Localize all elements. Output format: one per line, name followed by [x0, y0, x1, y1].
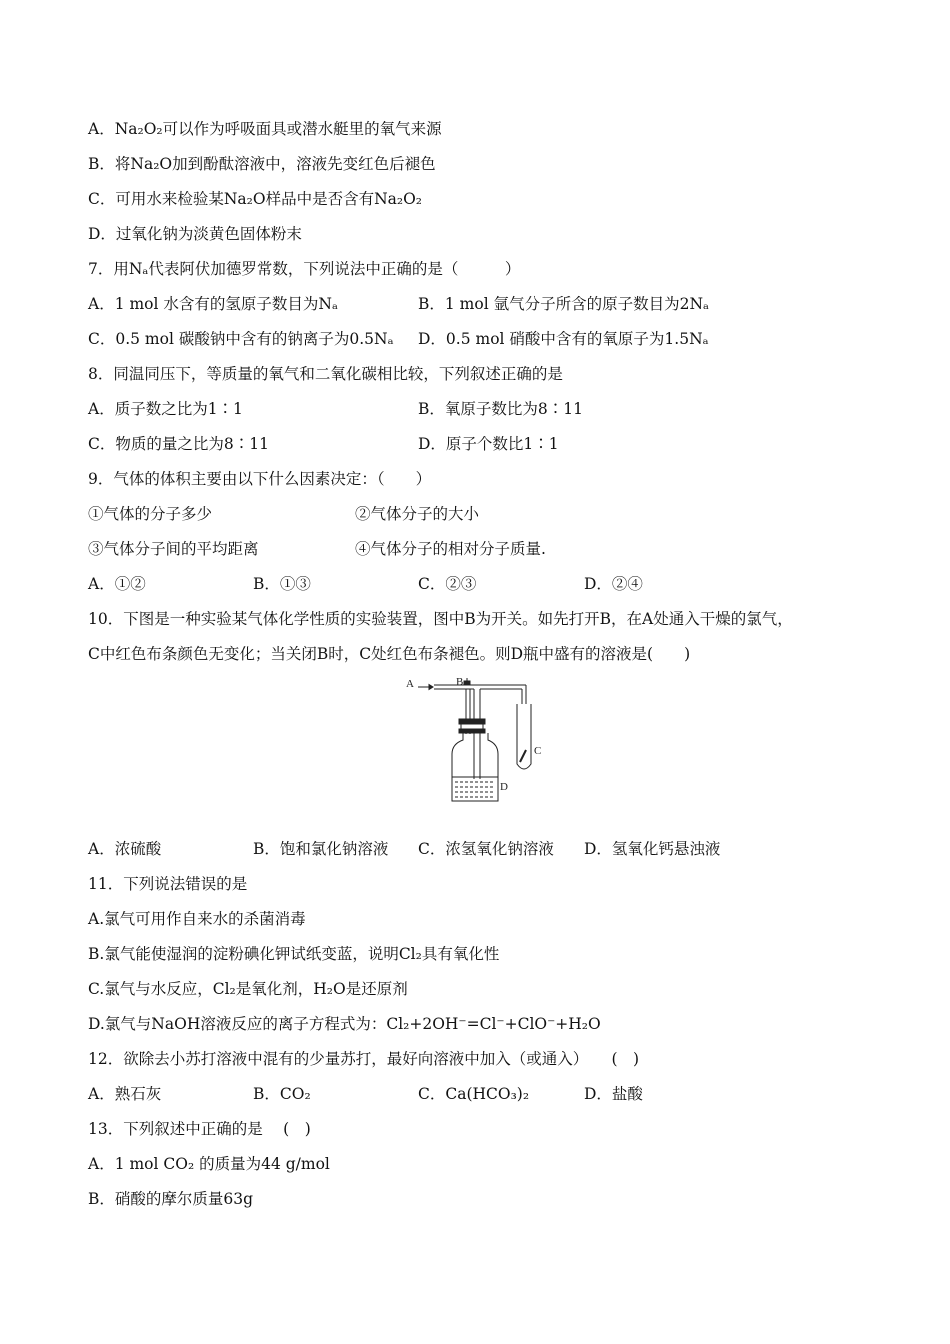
q9-option-c: C．②③ — [418, 575, 477, 593]
q10-option-b: B．饱和氯化钠溶液 — [253, 840, 389, 858]
inlet-arrowhead — [429, 685, 433, 690]
q7-option-c: C．0.5 mol 碳酸钠中含有的钠离子为0.5Nₐ — [88, 330, 394, 348]
label-b: B — [456, 676, 464, 688]
q9-item-1: ①气体的分子多少 — [88, 505, 213, 523]
label-c: C — [534, 745, 542, 757]
q8-option-d: D．原子个数比1∶1 — [418, 435, 559, 453]
q9-option-a: A．①② — [88, 575, 146, 593]
q12-option-d: D．盐酸 — [584, 1085, 643, 1103]
q10-option-a: A．浓硫酸 — [88, 840, 162, 858]
q8-option-c: C．物质的量之比为8∶11 — [88, 435, 269, 453]
q10-stem-line-2: C中红色布条颜色无变化；当关闭B时，C处红色布条褪色。则D瓶中盛有的溶液是( ) — [88, 645, 691, 663]
q6-option-a: A．Na₂O₂可以作为呼吸面具或潜水艇里的氧气来源 — [88, 120, 442, 138]
stopper-bottom — [459, 729, 485, 733]
q8-option-a: A．质子数之比为1∶1 — [88, 400, 243, 418]
q13-option-a: A．1 mol CO₂ 的质量为44 g/mol — [88, 1155, 330, 1173]
q13-stem: 13．下列叙述中正确的是 ( ) — [88, 1120, 311, 1138]
q7-stem: 7．用Nₐ代表阿伏加德罗常数，下列说法中正确的是（ ） — [88, 260, 521, 278]
q11-option-a: A.氯气可用作自来水的杀菌消毒 — [88, 910, 306, 928]
q6-option-b: B．将Na₂O加到酚酞溶液中，溶液先变红色后褪色 — [88, 155, 436, 173]
stopper-middle — [461, 724, 483, 729]
q10-option-d: D．氢氧化钙悬浊液 — [584, 840, 721, 858]
q6-option-d: D．过氧化钠为淡黄色固体粉末 — [88, 225, 302, 243]
q7-option-d: D．0.5 mol 硝酸中含有的氧原子为1.5Nₐ — [418, 330, 709, 348]
red-cloth-strip — [520, 750, 526, 762]
q9-option-d: D．②④ — [584, 575, 643, 593]
q12-option-b: B．CO₂ — [253, 1085, 311, 1103]
q12-option-c: C．Ca(HCO₃)₂ — [418, 1085, 530, 1103]
q11-option-b: B.氯气能使湿润的淀粉碘化钾试纸变蓝，说明Cl₂具有氧化性 — [88, 945, 500, 963]
q9-item-4: ④气体分子的相对分子质量. — [355, 540, 546, 558]
q6-option-c: C．可用水来检验某Na₂O样品中是否含有Na₂O₂ — [88, 190, 423, 208]
q9-stem: 9．气体的体积主要由以下什么因素决定：（ ） — [88, 470, 432, 488]
bottle-d — [452, 733, 498, 801]
q7-option-b: B．1 mol 氩气分子所含的原子数目为2Nₐ — [418, 295, 709, 313]
q8-stem: 8．同温同压下，等质量的氧气和二氧化碳相比较，下列叙述正确的是 — [88, 365, 563, 383]
test-tube-c — [517, 704, 531, 769]
gas-apparatus-diagram — [400, 674, 560, 804]
label-d: D — [500, 781, 508, 793]
q7-option-a: A．1 mol 水含有的氢原子数目为Nₐ — [88, 295, 338, 313]
q11-option-d: D.氯气与NaOH溶液反应的离子方程式为：Cl₂+2OH⁻=Cl⁻+ClO⁻+H₂O — [88, 1015, 601, 1033]
stopper-top — [459, 719, 485, 724]
q9-option-b: B．①③ — [253, 575, 311, 593]
q9-item-3: ③气体分子间的平均距离 — [88, 540, 259, 558]
liquid-fill — [455, 782, 495, 797]
q12-option-a: A．熟石灰 — [88, 1085, 162, 1103]
q9-item-2: ②气体分子的大小 — [355, 505, 480, 523]
label-a: A — [406, 678, 414, 690]
valve-b — [464, 681, 470, 685]
q10-option-c: C．浓氢氧化钠溶液 — [418, 840, 554, 858]
q12-stem: 12．欲除去小苏打溶液中混有的少量苏打，最好向溶液中加入（或通入） ( ) — [88, 1050, 640, 1068]
q8-option-b: B．氧原子数比为8∶11 — [418, 400, 583, 418]
q11-option-c: C.氯气与水反应，Cl₂是氧化剂，H₂O是还原剂 — [88, 980, 408, 998]
q13-option-b: B．硝酸的摩尔质量63g — [88, 1190, 254, 1208]
q10-stem-line-1: 10．下图是一种实验某气体化学性质的实验装置，图中B为开关。如先打开B，在A处通入干燥的氯气， — [88, 610, 793, 628]
q11-stem: 11．下列说法错误的是 — [88, 875, 248, 893]
